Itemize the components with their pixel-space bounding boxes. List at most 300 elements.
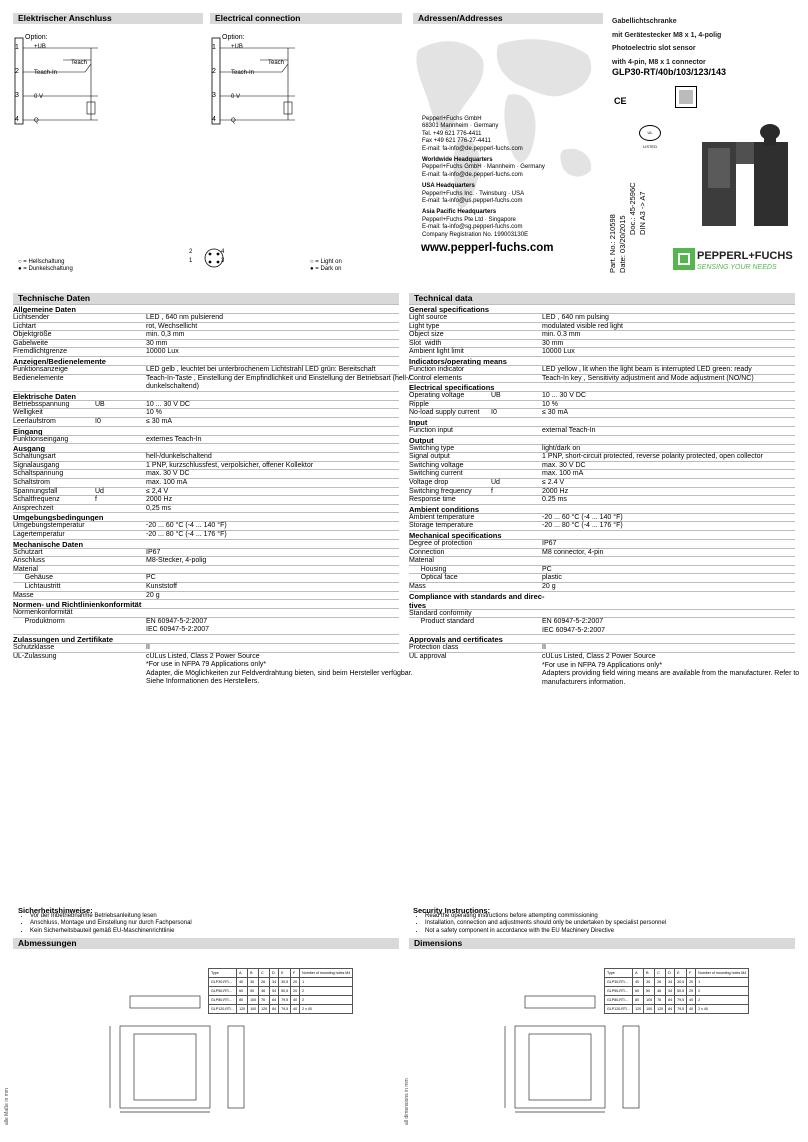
spec-label: Light source bbox=[409, 314, 448, 321]
spec-label: UL approval bbox=[409, 653, 447, 660]
table-cell: 54 bbox=[270, 987, 279, 996]
address-email[interactable]: E-mail: fa-info@de.pepperl-fuchs.com bbox=[422, 171, 523, 178]
spec-symbol: f bbox=[491, 487, 493, 495]
spec-label: Standard conformity bbox=[409, 609, 472, 617]
address-blocks bbox=[422, 116, 602, 239]
dimension-table-en bbox=[604, 968, 749, 1014]
spec-value: 30 mm bbox=[542, 339, 564, 347]
table-cell: 84 bbox=[270, 1005, 279, 1014]
spec-value: 1 PNP, kurzschlussfest, verpolsicher, offener Kollektor bbox=[146, 461, 314, 469]
spec-value: light/dark on bbox=[542, 444, 581, 452]
spec-row bbox=[409, 652, 800, 687]
doc-doc: 45-2596C bbox=[628, 182, 637, 216]
spec-value: max. 100 mA bbox=[542, 470, 584, 478]
legend-de-light: = Hellschaltung bbox=[23, 259, 65, 265]
spec-label: Connection bbox=[409, 548, 445, 556]
address-line: Pepperl+Fuchs GmbH · Mannheim · Germany bbox=[422, 164, 545, 171]
product-line-en-2: with 4-pin, M8 x 1 connector bbox=[612, 58, 706, 66]
spec-value: 2000 Hz bbox=[542, 487, 569, 495]
table-cell: F bbox=[687, 969, 696, 978]
doc-doc-label: Doc.: bbox=[628, 217, 637, 235]
table-cell: 80 bbox=[633, 996, 644, 1005]
ul-listed-icon: UL LISTED bbox=[639, 125, 661, 141]
safety-item: • Read the operating instructions before attempting commissioning bbox=[425, 913, 666, 920]
connector-pin-2: 2 bbox=[189, 249, 193, 255]
safety-item: • Installation, connection and adjustments should only be undertaken by specialist personnel bbox=[425, 920, 666, 927]
spec-label: Ambient light limit bbox=[409, 348, 464, 356]
table-cell: 20 bbox=[291, 978, 300, 987]
section-heading: Mechanische Daten bbox=[13, 539, 399, 549]
section-heading: Approvals and certificates bbox=[409, 634, 795, 644]
table-cell: C bbox=[655, 969, 666, 978]
wiring-en-title: Electrical connection bbox=[210, 13, 402, 24]
spec-row bbox=[409, 617, 795, 635]
doc-date: 03/20/2015 bbox=[617, 215, 627, 253]
wiring-en-label-q: Q bbox=[231, 118, 236, 124]
spec-value: cULus Listed, Class 2 Power Source *For use in NFPA 79 Applications only* Adapter, die Möglichkeiten zur Feldverdrahtung bieten, sind beim Hersteller verfügbar. Siehe Informationen des Herstellers. bbox=[146, 652, 413, 686]
table-cell: B bbox=[248, 969, 259, 978]
section-heading: Normen- und Richtlinienkonformität bbox=[13, 599, 399, 609]
wiring-de-pin4: 4 bbox=[15, 116, 19, 123]
address-block-3 bbox=[422, 209, 602, 239]
safety-de-title: Sicherheitshinweise: bbox=[18, 906, 93, 915]
table-cell: 2 x 40 bbox=[696, 1005, 749, 1014]
spec-label: No-load supply current bbox=[409, 409, 480, 417]
wiring-de-label-teach-in: Teach-In bbox=[34, 70, 58, 76]
doc-info bbox=[608, 182, 680, 273]
spec-label: Schaltungsart bbox=[13, 453, 56, 461]
address-head: USA Headquarters bbox=[422, 183, 475, 190]
dark-on-icon: ● bbox=[310, 266, 316, 273]
address-block-2 bbox=[422, 183, 602, 205]
table-cell: 26 bbox=[655, 978, 666, 987]
approval-box-icon bbox=[675, 86, 697, 108]
spec-label: Gabelweite bbox=[13, 339, 49, 347]
table-cell: 100 bbox=[644, 996, 655, 1005]
legend-de bbox=[18, 259, 73, 274]
safety-item: • Not a safety component in accordance with the EU Machinery Directive bbox=[425, 928, 666, 935]
spec-label: Betriebsspannung bbox=[13, 400, 70, 408]
table-row bbox=[605, 987, 749, 996]
table-cell: 34 bbox=[666, 978, 675, 987]
section-heading: Electrical specifications bbox=[409, 382, 795, 392]
spec-label: Light type bbox=[409, 322, 440, 330]
table-cell: 40 bbox=[237, 978, 248, 987]
table-cell: E bbox=[279, 969, 291, 978]
address-email[interactable]: E-mail: fa-info@sg.pepperl-fuchs.com bbox=[422, 224, 523, 231]
wiring-en-pin3: 3 bbox=[212, 92, 216, 99]
spec-label: Switching voltage bbox=[409, 461, 464, 469]
wiring-en-pin2: 2 bbox=[212, 68, 216, 75]
spec-value: max. 30 V DC bbox=[146, 470, 190, 478]
safety-item: • Kein Sicherheitsbauteil gemäß EU-Maschinenrichtlinie bbox=[30, 928, 192, 935]
table-cell: GLP50-RT/... bbox=[209, 987, 237, 996]
spec-label: Signalausgang bbox=[13, 461, 60, 469]
spec-label: Function input bbox=[409, 427, 453, 434]
dims-de-side-note: alle Maße in mm bbox=[4, 1088, 10, 1125]
wiring-de-pin2: 2 bbox=[15, 68, 19, 75]
table-cell: 2 bbox=[696, 987, 749, 996]
table-cell: 20 bbox=[687, 978, 696, 987]
spec-value: 10 ... 30 V DC bbox=[146, 400, 190, 408]
spec-value: min. 0.3 mm bbox=[542, 331, 581, 339]
dims-de-title: Abmessungen bbox=[13, 938, 399, 949]
table-cell: 100 bbox=[248, 996, 259, 1005]
spec-label: Gehäuse bbox=[13, 574, 54, 582]
spec-value: M8-Stecker, 4-polig bbox=[146, 557, 207, 565]
tech-en-title: Technical data bbox=[409, 293, 795, 304]
table-cell: 20 bbox=[291, 987, 300, 996]
table-cell: 20 bbox=[687, 987, 696, 996]
table-cell: GLP30-RT/... bbox=[605, 978, 633, 987]
spec-value: rot, Wechsellicht bbox=[146, 322, 198, 330]
table-cell: 79,5 bbox=[675, 996, 687, 1005]
tech-de-title: Technische Daten bbox=[13, 293, 399, 304]
safety-item: • Anschluss, Montage und Einstellung nur durch Fachpersonal bbox=[30, 920, 192, 927]
doc-date-label: Date: bbox=[617, 255, 627, 273]
table-row bbox=[209, 1005, 353, 1014]
spec-value: Kunststoff bbox=[146, 583, 178, 590]
spec-label: Normenkonformität bbox=[13, 609, 73, 617]
doc-din: A7 bbox=[637, 191, 647, 201]
spec-label: Welligkeit bbox=[13, 409, 43, 417]
spec-value: IP67 bbox=[542, 540, 557, 547]
connector-pin-4: 4 bbox=[221, 249, 225, 255]
wiring-de-label-0v: 0 V bbox=[34, 94, 44, 100]
spec-label: Operating voltage bbox=[409, 392, 465, 400]
table-cell: 30 bbox=[644, 978, 655, 987]
wiring-de-title: Elektrischer Anschluss bbox=[13, 13, 203, 24]
safety-en-list bbox=[413, 913, 666, 935]
spec-value: -20 ... 80 °C (-4 ... 176 °F) bbox=[146, 531, 227, 538]
address-line: Pepperl+Fuchs Inc. · Twinsburg · USA bbox=[422, 190, 525, 197]
spec-label: Switching frequency bbox=[409, 487, 472, 495]
table-cell: A bbox=[633, 969, 644, 978]
table-cell: C bbox=[259, 969, 270, 978]
spec-row bbox=[13, 617, 399, 635]
spec-value: 10 % bbox=[146, 409, 162, 417]
table-cell: 120 bbox=[237, 1005, 248, 1014]
table-cell: 120 bbox=[655, 1005, 666, 1014]
address-head: Worldwide Headquarters bbox=[422, 157, 493, 164]
spec-label: Umgebungstemperatur bbox=[13, 522, 85, 530]
spec-label: Housing bbox=[409, 565, 447, 573]
table-cell: 50 bbox=[248, 987, 259, 996]
spec-label: Function indicator bbox=[409, 366, 465, 373]
table-cell: 50,5 bbox=[675, 987, 687, 996]
spec-value: -20 ... 60 °C (-4 ... 140 °F) bbox=[542, 513, 623, 521]
brand-logo-icon bbox=[673, 248, 695, 270]
safety-en-title: Security Instructions: bbox=[413, 906, 491, 915]
table-cell: 80 bbox=[237, 996, 248, 1005]
wiring-diagram-en bbox=[210, 30, 340, 130]
spec-symbol: f bbox=[95, 496, 97, 504]
spec-label: Schutzklasse bbox=[13, 644, 55, 651]
spec-label: Slot width bbox=[409, 339, 442, 347]
spec-label: Schutzart bbox=[13, 548, 43, 556]
table-row bbox=[605, 978, 749, 987]
spec-label: Lichtaustritt bbox=[13, 583, 61, 590]
table-cell: 2 bbox=[300, 996, 353, 1005]
spec-value: plastic bbox=[542, 574, 562, 582]
wiring-de-pin3: 3 bbox=[15, 92, 19, 99]
doc-part-label: Part. No.: bbox=[608, 241, 617, 273]
spec-symbol: Ud bbox=[95, 487, 104, 495]
wiring-en-label-ub: +UB bbox=[231, 44, 243, 50]
spec-value: ≤ 2,4 V bbox=[146, 487, 169, 495]
address-line: Tel. +49 621 776-4411 bbox=[422, 130, 482, 137]
spec-label: Produktnorm bbox=[13, 617, 65, 625]
spec-label: Lagertemperatur bbox=[13, 531, 65, 538]
section-heading: Output bbox=[409, 435, 795, 445]
tech-data-en-table bbox=[409, 304, 800, 704]
table-cell: GLP80-RT/... bbox=[605, 996, 633, 1005]
section-heading: Indicators/operating means bbox=[409, 356, 795, 366]
table-cell: 34 bbox=[270, 978, 279, 987]
section-heading: Umgebungsbedingungen bbox=[13, 512, 399, 522]
address-line: Company Registration No. 199003130E bbox=[422, 231, 529, 238]
table-cell: 40 bbox=[291, 996, 300, 1005]
spec-value: ≤ 30 mA bbox=[542, 409, 569, 417]
spec-value: externes Teach-In bbox=[146, 435, 202, 443]
spec-value: modulated visible red light bbox=[542, 322, 623, 330]
spec-value: LED , 640 nm pulsierend bbox=[146, 314, 224, 321]
table-cell: 30,5 bbox=[675, 978, 687, 987]
section-heading: Ambient conditions bbox=[409, 504, 795, 514]
product-model: GLP30-RT/40b/103/123/143 bbox=[612, 67, 727, 77]
spec-symbol: UB bbox=[95, 400, 105, 408]
spec-value: 10 ... 30 V DC bbox=[542, 392, 586, 400]
table-row bbox=[209, 996, 353, 1005]
spec-value: PC bbox=[146, 574, 156, 582]
sensor-image bbox=[700, 120, 790, 228]
spec-value: -20 ... 80 °C (-4 ... 176 °F) bbox=[542, 522, 623, 530]
spec-value: max. 100 mA bbox=[146, 479, 188, 486]
tech-data-de-table bbox=[13, 304, 413, 704]
spec-value: II bbox=[146, 644, 150, 651]
table-cell: Type bbox=[605, 969, 633, 978]
spec-value: min. 0,3 mm bbox=[146, 331, 185, 339]
spec-value: PC bbox=[542, 565, 552, 573]
table-cell: 84 bbox=[270, 996, 279, 1005]
table-row bbox=[209, 978, 353, 987]
spec-value: 20 g bbox=[146, 591, 160, 599]
spec-label: Material bbox=[409, 557, 434, 565]
wiring-en-pin1: 1 bbox=[212, 44, 216, 51]
spec-label: Degree of protection bbox=[409, 540, 473, 547]
spec-label: Schaltstrom bbox=[13, 479, 50, 486]
table-cell: 60 bbox=[633, 987, 644, 996]
spec-label: Lichtsender bbox=[13, 314, 50, 321]
table-cell: GLP120-RT/... bbox=[209, 1005, 237, 1014]
spec-row bbox=[13, 374, 411, 392]
spec-label: Spannungsfall bbox=[13, 487, 58, 495]
spec-label: Funktionseingang bbox=[13, 435, 69, 443]
wiring-de-label-ub: +UB bbox=[34, 44, 46, 50]
spec-label: Schaltspannung bbox=[13, 470, 64, 478]
spec-label: Ambient temperature bbox=[409, 513, 475, 521]
spec-symbol: UB bbox=[491, 392, 501, 400]
table-cell: 2 x 40 bbox=[300, 1005, 353, 1014]
m8-connector-icon bbox=[197, 246, 231, 270]
spec-value: -20 ... 60 °C (-4 ... 140 °F) bbox=[146, 522, 227, 530]
spec-value: hell-/dunkelschaltend bbox=[146, 453, 212, 461]
spec-label: Fremdlichtgrenze bbox=[13, 348, 68, 356]
ce-mark-icon: CE bbox=[614, 96, 627, 106]
spec-label: Optical face bbox=[409, 574, 458, 582]
spec-value: 10000 Lux bbox=[146, 348, 179, 356]
connector-pin-3: 3 bbox=[221, 258, 225, 264]
legend-en-light: = Light on bbox=[315, 259, 342, 265]
wiring-de-pin1: 1 bbox=[15, 44, 19, 51]
address-block-1 bbox=[422, 157, 602, 179]
table-cell: A bbox=[237, 969, 248, 978]
address-email[interactable]: E-mail: fa-info@de.pepperl-fuchs.com bbox=[422, 145, 523, 152]
connector-pin-1: 1 bbox=[189, 258, 193, 264]
spec-label: Ansprechzeit bbox=[13, 504, 54, 512]
table-cell: Type bbox=[209, 969, 237, 978]
spec-label: Mass bbox=[409, 583, 426, 590]
table-cell: 79,5 bbox=[675, 1005, 687, 1014]
table-cell: 76 bbox=[655, 996, 666, 1005]
table-cell: GLP50-RT/... bbox=[605, 987, 633, 996]
spec-value: Teach-In key , Sensitivity adjustment and Mode adjustment (NO/NC) bbox=[542, 374, 754, 382]
spec-label: Object size bbox=[409, 331, 444, 339]
spec-label: Objektgröße bbox=[13, 331, 52, 339]
spec-value: 20 g bbox=[542, 583, 556, 590]
address-line: Fax +49 621 776-27-4411 bbox=[422, 138, 491, 145]
table-cell: 40 bbox=[687, 1005, 696, 1014]
spec-value: max. 30 V DC bbox=[542, 461, 586, 469]
spec-label: Voltage drop bbox=[409, 479, 449, 486]
doc-din-label: DIN A3 -> bbox=[637, 202, 647, 235]
safety-item: • Vor der Inbetriebnahme Betriebsanleitung lesen bbox=[30, 913, 192, 920]
section-heading: Input bbox=[409, 417, 795, 427]
legend-de-dark: = Dunkelschaltung bbox=[23, 266, 73, 273]
table-cell: F bbox=[291, 969, 300, 978]
table-cell: 40 bbox=[633, 978, 644, 987]
spec-value: 30 mm bbox=[146, 339, 168, 347]
light-on-icon: ○ bbox=[18, 259, 24, 265]
table-cell: 2 bbox=[300, 987, 353, 996]
spec-label: UL-Zulassung bbox=[13, 652, 57, 660]
website-link[interactable]: www.pepperl-fuchs.com bbox=[421, 242, 554, 254]
spec-label: Ripple bbox=[409, 400, 429, 408]
spec-label: Signal output bbox=[409, 453, 450, 461]
spec-value: IP67 bbox=[146, 548, 161, 556]
spec-label: Bedienelemente bbox=[13, 374, 64, 382]
table-row bbox=[605, 969, 749, 978]
spec-value: 10000 Lux bbox=[542, 348, 575, 356]
table-cell: 30 bbox=[248, 978, 259, 987]
brand-name: PEPPERL+FUCHS bbox=[697, 250, 793, 262]
section-heading: Ausgang bbox=[13, 443, 399, 453]
table-cell: 79,5 bbox=[279, 1005, 291, 1014]
dimension-table-de bbox=[208, 968, 353, 1014]
spec-label: Control elements bbox=[409, 374, 462, 382]
wiring-en-option: Option: bbox=[222, 34, 245, 41]
section-heading: Allgemeine Daten bbox=[13, 304, 399, 314]
spec-row bbox=[13, 652, 413, 687]
table-cell: 76 bbox=[259, 996, 270, 1005]
section-heading: Zulassungen und Zertifikate bbox=[13, 634, 399, 644]
address-title: Adressen/Addresses bbox=[413, 13, 603, 24]
spec-value: Teach-In-Taste , Einstellung der Empfindlichkeit und Einstellung der Betriebsart (hell-/ dunkelschaltend) bbox=[146, 374, 411, 391]
brand-tagline: SENSING YOUR NEEDS bbox=[697, 264, 777, 271]
table-cell: 40 bbox=[687, 996, 696, 1005]
table-cell: GLP30-RT/... bbox=[209, 978, 237, 987]
spec-value: 0.25 ms bbox=[542, 496, 567, 504]
address-block-0 bbox=[422, 116, 602, 153]
table-cell: 30,5 bbox=[279, 978, 291, 987]
spec-label: Response time bbox=[409, 496, 456, 504]
address-line: 68301 Mannheim · Germany bbox=[422, 123, 499, 130]
table-cell: 46 bbox=[655, 987, 666, 996]
spec-value: 0,25 ms bbox=[146, 504, 171, 512]
product-description bbox=[612, 15, 721, 69]
light-on-icon: ○ bbox=[310, 259, 316, 265]
table-cell: D bbox=[666, 969, 675, 978]
spec-symbol: I0 bbox=[95, 418, 101, 425]
table-row bbox=[605, 996, 749, 1005]
address-head: Asia Pacific Headquarters bbox=[422, 209, 497, 216]
address-line: Pepperl+Fuchs GmbH bbox=[422, 116, 482, 122]
table-row bbox=[209, 987, 353, 996]
product-line-de-2: mit Gerätestecker M8 x 1, 4-polig bbox=[612, 31, 722, 39]
section-heading: Mechanical specifications bbox=[409, 530, 795, 540]
table-cell: E bbox=[675, 969, 687, 978]
spec-value: 1 PNP, short-circuit protected, reverse polarity protected, open collector bbox=[542, 453, 763, 461]
spec-label: Lichtart bbox=[13, 322, 36, 330]
wiring-de-option: Option: bbox=[25, 34, 48, 41]
dimension-table bbox=[604, 968, 749, 1014]
table-cell: D bbox=[270, 969, 279, 978]
table-cell: 84 bbox=[666, 996, 675, 1005]
spec-label: Switching current bbox=[409, 470, 463, 478]
wiring-de-label-q: Q bbox=[34, 118, 39, 124]
section-heading: Compliance with standards and direc- tives bbox=[409, 591, 795, 610]
table-cell: 120 bbox=[259, 1005, 270, 1014]
dark-on-icon: ● bbox=[18, 266, 24, 273]
spec-label: Product standard bbox=[409, 618, 474, 626]
table-cell: 60 bbox=[237, 987, 248, 996]
spec-value: 10 % bbox=[542, 400, 558, 408]
table-cell: 1 bbox=[696, 978, 749, 987]
table-row bbox=[605, 1005, 749, 1014]
table-cell: GLP120-RT/... bbox=[605, 1005, 633, 1014]
section-heading: Eingang bbox=[13, 426, 399, 436]
table-cell: B bbox=[644, 969, 655, 978]
dimension-table bbox=[208, 968, 353, 1014]
address-email[interactable]: E-mail: fa-info@us.pepperl-fuchs.com bbox=[422, 198, 523, 205]
dims-en-title: Dimensions bbox=[409, 938, 795, 949]
table-cell: 100 bbox=[248, 1005, 259, 1014]
spec-value: LED yellow , lit when the light beam is interrupted LED green: ready bbox=[542, 366, 752, 373]
table-cell: 50 bbox=[644, 987, 655, 996]
spec-value: EN 60947-5-2:2007 IEC 60947-5-2:2007 bbox=[542, 618, 606, 634]
wiring-en-label-teach-in: Teach-In bbox=[231, 70, 255, 76]
spec-label: Anschluss bbox=[13, 557, 45, 565]
table-row bbox=[209, 969, 353, 978]
spec-value: external Teach-In bbox=[542, 427, 596, 434]
table-cell: 50,5 bbox=[279, 987, 291, 996]
table-cell: 46 bbox=[259, 987, 270, 996]
table-cell: 2 bbox=[696, 996, 749, 1005]
spec-value: LED gelb , leuchtet bei unterbrochenem Lichtstrahl LED grün: Bereitschaft bbox=[146, 366, 376, 373]
safety-de-list bbox=[18, 913, 192, 935]
section-heading: General specifications bbox=[409, 304, 795, 314]
spec-value: M8 connector, 4-pin bbox=[542, 548, 604, 556]
